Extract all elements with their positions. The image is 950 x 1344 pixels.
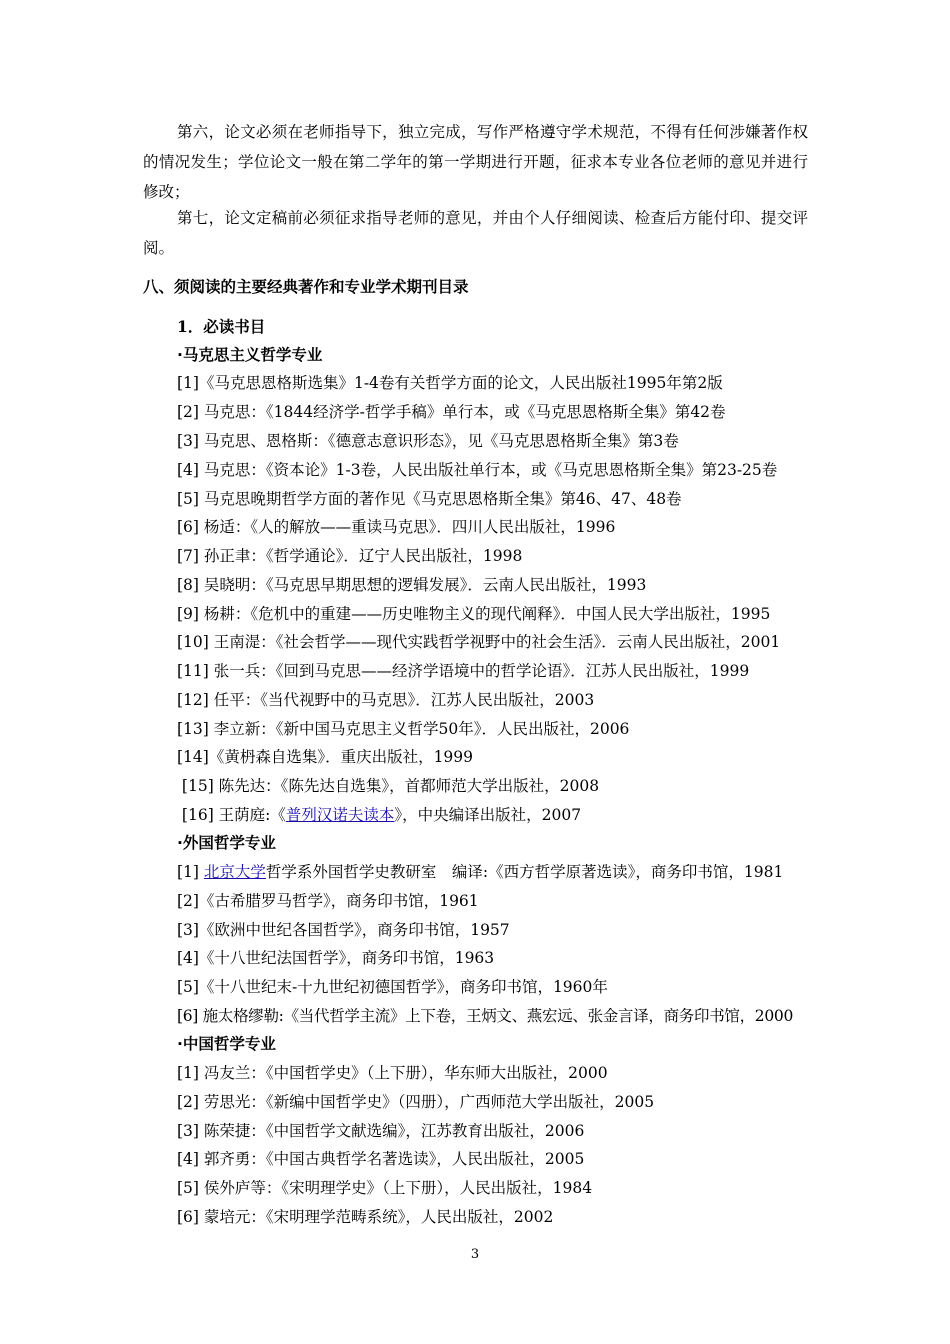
chinese-item: [1] 冯友兰：《中国哲学史》（上下册），华东师大出版社，2000 [177, 1064, 608, 1082]
foreign-item-1-prefix: [1] [177, 863, 204, 881]
chinese-item: [5] 侯外庐等：《宋明理学史》（上下册），人民出版社，1984 [177, 1179, 593, 1197]
foreign-heading: ·外国哲学专业 [177, 834, 276, 852]
marx-item: [6] 杨适：《人的解放——重读马克思》．四川人民出版社，1996 [177, 518, 616, 536]
marx-item: [10] 王南湜：《社会哲学——现代实践哲学视野中的社会生活》．云南人民出版社，2001 [177, 633, 781, 651]
paragraph-seven: 第七，论文定稿前必须征求指导老师的意见，并由个人仔细阅读、检查后方能付印、提交评阅。 [143, 209, 808, 257]
chinese-heading: ·中国哲学专业 [177, 1035, 276, 1053]
section-title: 八、须阅读的主要经典著作和专业学术期刊目录 [143, 278, 469, 296]
marx-item: [14]《黄枬森自选集》．重庆出版社，1999 [177, 748, 474, 766]
page-number: 3 [470, 1247, 480, 1262]
marx-heading: ·马克思主义哲学专业 [177, 346, 323, 364]
foreign-item: [4]《十八世纪法国哲学》，商务印书馆，1963 [177, 949, 495, 967]
marx-item: [8] 吴晓明：《马克思早期思想的逻辑发展》．云南人民出版社，1993 [177, 576, 647, 594]
marx-item: [9] 杨耕：《危机中的重建——历史唯物主义的现代阐释》．中国人民大学出版社，1995 [177, 605, 771, 623]
chinese-item: [4] 郭齐勇：《中国古典哲学名著选读》，人民出版社，2005 [177, 1150, 585, 1168]
marx-item: [15] 陈先达：《陈先达自选集》，首都师范大学出版社，2008 [177, 777, 600, 795]
foreign-item-1 [177, 860, 783, 882]
foreign-item: [3]《欧洲中世纪各国哲学》，商务印书馆，1957 [177, 921, 510, 939]
list-heading [177, 315, 265, 337]
marx-item: [13] 李立新：《新中国马克思主义哲学50年》．人民出版社，2006 [177, 720, 630, 738]
marx-item-16-suffix: 》，中央编译出版社，2007 [394, 806, 582, 824]
chinese-item: [3] 陈荣捷：《中国哲学文献选编》，江苏教育出版社，2006 [177, 1122, 585, 1140]
paragraph-six: 第六，论文必须在老师指导下，独立完成，写作严格遵守学术规范，不得有任何涉嫌著作权的情况发生；学位论文一般在第二学年的第一学期进行开题，征求本专业各位老师的意见并进行修改； [143, 123, 808, 201]
plekhanov-reader-link[interactable]: 普列汉诺夫读本 [285, 806, 395, 824]
marx-item: [12] 任平：《当代视野中的马克思》．江苏人民出版社，2003 [177, 691, 595, 709]
foreign-item-1-suffix: 哲学系外国哲学史教研室 编译:《西方哲学原著选读》，商务印书馆，1981 [265, 863, 784, 881]
marx-item: [2] 马克思：《1844经济学-哲学手稿》单行本，或《马克思恩格斯全集》第42卷 [177, 403, 726, 421]
marx-item: [11] 张一兵：《回到马克思——经济学语境中的哲学论语》．江苏人民出版社，1999 [177, 662, 750, 680]
marx-item: [3] 马克思、恩格斯：《德意志意识形态》，见《马克思恩格斯全集》第3卷 [177, 432, 679, 450]
marx-item-16-prefix: [16] 王荫庭:《 [177, 806, 286, 824]
list-number: 1． [177, 317, 204, 336]
marx-item: [5] 马克思晚期哲学方面的著作见《马克思恩格斯全集》第46、47、48卷 [177, 490, 682, 508]
foreign-item: [2]《古希腊罗马哲学》，商务印书馆，1961 [177, 892, 479, 910]
peking-university-link[interactable]: 北京大学 [203, 863, 266, 881]
list-title: 必读书目 [203, 318, 266, 336]
chinese-item: [6] 蒙培元：《宋明理学范畴系统》，人民出版社，2002 [177, 1208, 554, 1226]
marx-item: [4] 马克思：《资本论》1-3卷，人民出版社单行本，或《马克思恩格斯全集》第23-25卷 [177, 461, 778, 479]
chinese-item: [2] 劳思光：《新编中国哲学史》（四册），广西师范大学出版社，2005 [177, 1093, 655, 1111]
marx-item: [7] 孙正聿：《哲学通论》．辽宁人民出版社，1998 [177, 547, 523, 565]
foreign-item: [5]《十八世纪末-十九世纪初德国哲学》，商务印书馆，1960年 [177, 978, 608, 996]
foreign-item: [6] 施太格缪勒:《当代哲学主流》上下卷，王炳文、燕宏远、张金言译，商务印书馆，2000 [177, 1007, 794, 1025]
marx-item-16 [177, 803, 581, 825]
marx-item: [1]《马克思恩格斯选集》1-4卷有关哲学方面的论文，人民出版社1995年第2版 [177, 374, 723, 392]
